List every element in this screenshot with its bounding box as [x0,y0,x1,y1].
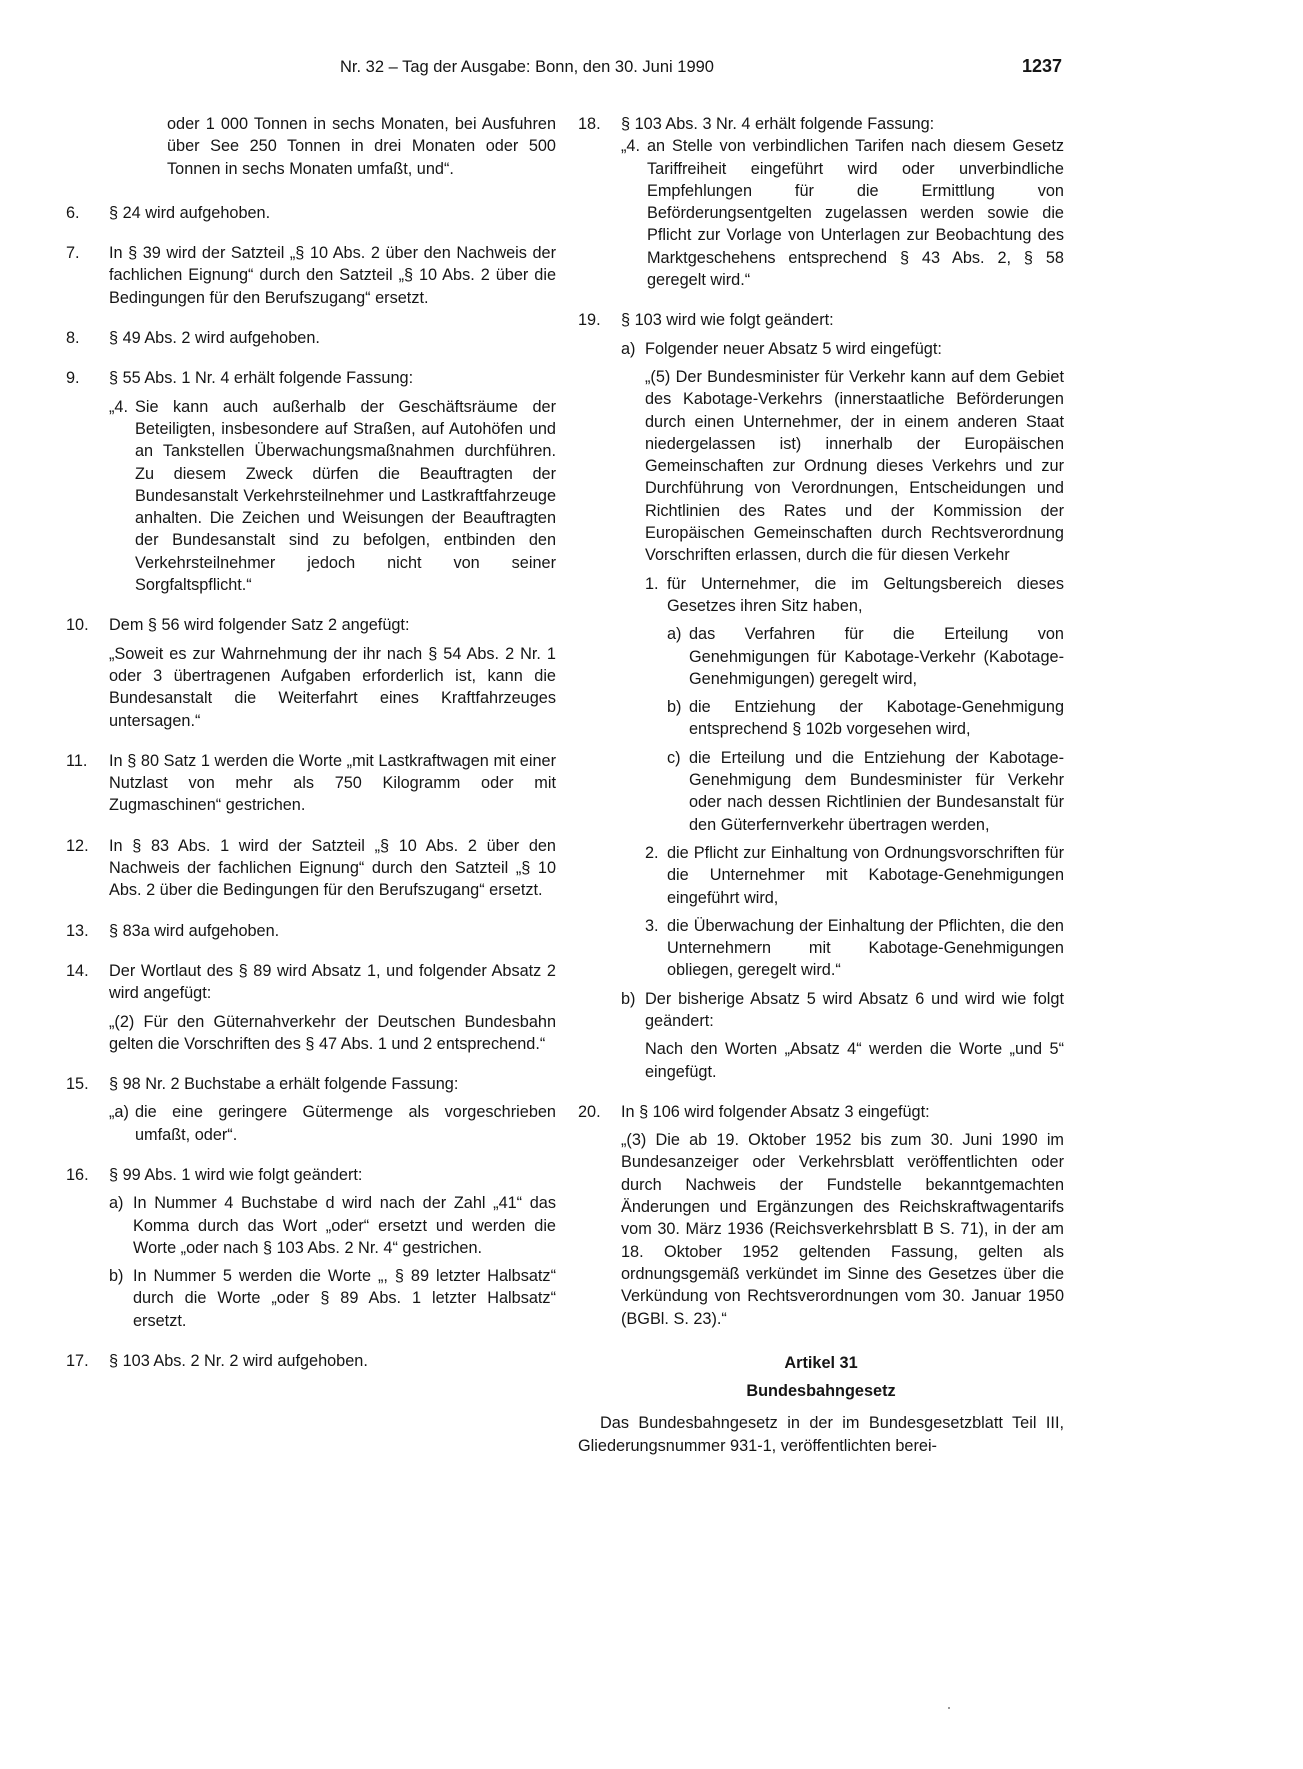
point-label: 3. [645,916,659,935]
quote-text: Sie kann auch außerhalb der Geschäftsräume der Beteiligten, insbesondere auf Straßen, auf Autohöfen und an Tankstellen Überwachungsmaßnahmen durchführen. Zu diesem Zweck dürfen die Beauftragten der Bundesanstalt Verkehrsteilnehmer und Lastkraftfahrzeuge anhalten. Die Zeichen und Weisungen der Beauftragten der Bundesanstalt sind zu befolgen, entbinden den Verkehrsteilnehmer jedoch nicht von seiner Sorgfaltspflicht.“ [135,397,556,595]
item-number: 20. [578,1102,601,1121]
right-column [578,113,1064,1457]
item-number: 8. [66,329,80,348]
letter-point-c [667,747,1064,836]
item-number: 9. [66,369,80,388]
item-text: In § 80 Satz 1 werden die Worte „mit Lastkraftwagen mit einer Nutzlast von mehr als 750 Kilogramm oder mit Zugmaschinen“ gestrichen. [109,751,556,815]
sub-label: b) [621,989,636,1008]
sub-label: a) [621,339,636,358]
item-15 [66,1073,556,1146]
sub-label: b) [109,1267,124,1286]
point-label: b) [667,698,682,717]
numbered-point-1 [645,573,1064,836]
sub-item-b [621,988,1064,1083]
item-20 [578,1101,1064,1330]
page-number: 1237 [1021,56,1062,76]
item-number: 16. [66,1165,89,1184]
letter-point-a [667,623,1064,690]
item-10 [66,614,556,731]
point-text: das Verfahren für die Erteilung von Genehmigungen für Kabotage-Verkehr (Kabotage-Genehmigungen) geregelt wird, [689,625,1064,688]
item-number: 12. [66,836,89,855]
point-label: 1. [645,574,659,593]
point-text: die Pflicht zur Einhaltung von Ordnungsvorschriften für die Unternehmer mit Kabotage-Genehmigungen eingeführt wird, [667,843,1064,907]
print-speck [948,1707,950,1709]
item-number: 14. [66,961,89,980]
quote-label: „4. [109,397,129,416]
item-text: § 103 wird wie folgt geändert: [621,311,834,330]
quoted-provision [109,396,556,597]
item-number: 7. [66,244,80,263]
item-number: 18. [578,115,601,133]
item-text: § 98 Nr. 2 Buchstabe a erhält folgende Fassung: [109,1075,459,1094]
item-number: 11. [66,751,88,770]
item-number: 10. [66,616,89,635]
item-8 [66,327,556,349]
item-11 [66,750,556,817]
page-header [340,58,1062,82]
item-text: In § 39 wird der Satzteil „§ 10 Abs. 2 über den Nachweis der fachlichen Eignung“ durch den Satzteil „§ 10 Abs. 2 über die Bedingungen für den Berufszugang“ ersetzt. [109,244,556,307]
item-text: In § 106 wird folgender Absatz 3 eingefügt: [621,1102,930,1121]
article-text: Das Bundesbahngesetz in der im Bundesgesetzblatt Teil III, Gliederungsnummer 931-1, veröffentlichten berei- [578,1414,1064,1455]
point-text: für Unternehmer, die im Geltungsbereich dieses Gesetzes ihren Sitz haben, [667,574,1064,615]
item-number: 13. [66,921,89,940]
item-text: Der Wortlaut des § 89 wird Absatz 1, und folgender Absatz 2 wird angefügt: [109,961,556,1003]
quote-label: „4. [621,137,641,156]
quote-text: an Stelle von verbindlichen Tarifen nach diesem Gesetz Tariffreiheit eingeführt wird oder unverbindliche Empfehlungen für die Ermittlung von Beförderungsentgelten zugelassen werden sowie die Pflicht zur Vorlage von Unterlagen zur Beobachtung des Marktgeschehens entsprechend § 43 Abs. 2, § 58 geregelt wird.“ [647,137,1064,290]
sub-text: Folgender neuer Absatz 5 wird eingefügt: [645,339,942,358]
item-number: 15. [66,1075,89,1094]
item-18 [578,113,1064,291]
sub-text: Der bisherige Absatz 5 wird Absatz 6 und wird wie folgt geändert: [645,989,1064,1030]
item-text: § 103 Abs. 2 Nr. 2 wird aufgehoben. [109,1352,368,1371]
item-number: 17. [66,1352,89,1371]
point-label: 2. [645,843,659,862]
continuation-text: oder 1 000 Tonnen in sechs Monaten, bei Ausfuhren über See 250 Tonnen in drei Monaten oder 500 Tonnen in sechs Monaten umfaßt, und“. [167,115,556,178]
item-16 [66,1164,556,1332]
quoted-paragraph: „(5) Der Bundesminister für Verkehr kann auf dem Gebiet des Kabotage-Verkehrs (innerstaatliche Beförderungen durch einen Unternehmer, der in einem anderen Staat niedergelassen ist) innerhalb der Europäischen Gemeinschaften zur Ordnung dieses Verkehrs und zur Durchführung von Verordnungen, Entscheidungen und Richtlinien des Rates und der Kommission der Europäischen Gemeinschaften durch Rechtsverordnung Vorschriften erlassen, durch die für diesen Verkehr [645,367,1064,565]
item-text: § 83a wird aufgehoben. [109,921,280,940]
sub-label: a) [109,1194,124,1213]
quote-text: die eine geringere Gütermenge als vorgeschrieben umfaßt, oder“. [135,1103,556,1144]
item-12 [66,835,556,902]
numbered-point-3 [645,915,1064,982]
item-9 [66,367,556,596]
item-17 [66,1350,556,1372]
item-13 [66,920,556,942]
point-label: a) [667,625,682,644]
numbered-point-2 [645,842,1064,909]
item-text: Dem § 56 wird folgender Satz 2 angefügt: [109,616,410,635]
quoted-provision [109,1101,556,1146]
sub-text: In Nummer 4 Buchstabe d wird nach der Zahl „41“ das Komma durch das Wort „oder“ ersetzt und werden die Worte „oder nach § 103 Abs. 2 Nr. 4“ gestrichen. [133,1194,556,1257]
item-6 [66,202,556,224]
item-text: § 99 Abs. 1 wird wie folgt geändert: [109,1165,363,1184]
item-text: § 24 wird aufgehoben. [109,203,271,222]
sub-amendment: Nach den Worten „Absatz 4“ werden die Worte „und 5“ eingefügt. [645,1040,1064,1081]
item-number: 6. [66,203,80,222]
sub-item-b [109,1265,556,1332]
item-number: 19. [578,311,601,330]
item-text: § 103 Abs. 3 Nr. 4 erhält folgende Fassung: [621,115,935,133]
header-issue-line: Nr. 32 – Tag der Ausgabe: Bonn, den 30. Juni 1990 [340,58,714,76]
quoted-sentence: „Soweit es zur Wahrnehmung der ihr nach § 54 Abs. 2 Nr. 1 oder 3 übertragenen Aufgaben erforderlich ist, kann die Bundesanstalt die Weiterfahrt eines Kraftfahrzeuges untersagen.“ [109,644,556,730]
point-text: die Entziehung der Kabotage-Genehmigung entsprechend § 102b vorgesehen wird, [689,698,1064,739]
letter-point-b [667,696,1064,741]
quoted-provision [621,135,1064,291]
item-14 [66,960,556,1055]
article-subtitle: Bundesbahngesetz [746,1382,896,1401]
point-text: die Überwachung der Einhaltung der Pflichten, die den Unternehmern mit Kabotage-Genehmigungen obliegen, geregelt wird.“ [667,916,1064,980]
quote-label: „a) [109,1103,129,1122]
item-19 [578,309,1064,1083]
left-column [66,113,556,1372]
item-text: § 55 Abs. 1 Nr. 4 erhält folgende Fassung: [109,369,414,388]
sub-item-a [621,338,1064,982]
sub-text: In Nummer 5 werden die Worte „, § 89 letzter Halbsatz“ durch die Worte „oder § 89 Abs. 1 letzter Halbsatz“ ersetzt. [133,1267,556,1330]
item-text: In § 83 Abs. 1 wird der Satzteil „§ 10 Abs. 2 über den Nachweis der fachlichen Eignung“ durch den Satzteil „§ 10 Abs. 2 über die Bedingungen für den Berufszugang“ ersetzt. [109,836,556,900]
item-text: § 49 Abs. 2 wird aufgehoben. [109,329,320,348]
article-title: Artikel 31 [784,1353,858,1372]
point-label: c) [667,748,681,767]
quoted-paragraph: „(3) Die ab 19. Oktober 1952 bis zum 30. Juni 1990 im Bundesanzeiger oder Verkehrsblatt veröffentlichten oder durch Nachweis der Fundstelle bekanntgemachten Änderungen und Ergänzungen des Reichskraftwagentarifs vom 30. März 1936 (Reichsverkehrsblatt B S. 71), in der am 18. Oktober 1952 geltenden Fassung, gelten als ordnungsgemäß verkündet im Sinne des Gesetzes über die Verkündung von Rechtsverordnungen vom 30. Januar 1950 (BGBl. S. 23).“ [621,1131,1064,1328]
item-7 [66,242,556,309]
quoted-paragraph: „(2) Für den Güternahverkehr der Deutschen Bundesbahn gelten die Vorschriften des § 47 Abs. 1 und 2 entsprechend.“ [109,1012,556,1053]
point-text: die Erteilung und die Entziehung der Kabotage-Genehmigung dem Bundesminister für Verkehr oder nach dessen Richtlinien der Bundesanstalt für den Güterfernverkehr übertragen werden, [689,748,1064,834]
sub-item-a [109,1192,556,1259]
